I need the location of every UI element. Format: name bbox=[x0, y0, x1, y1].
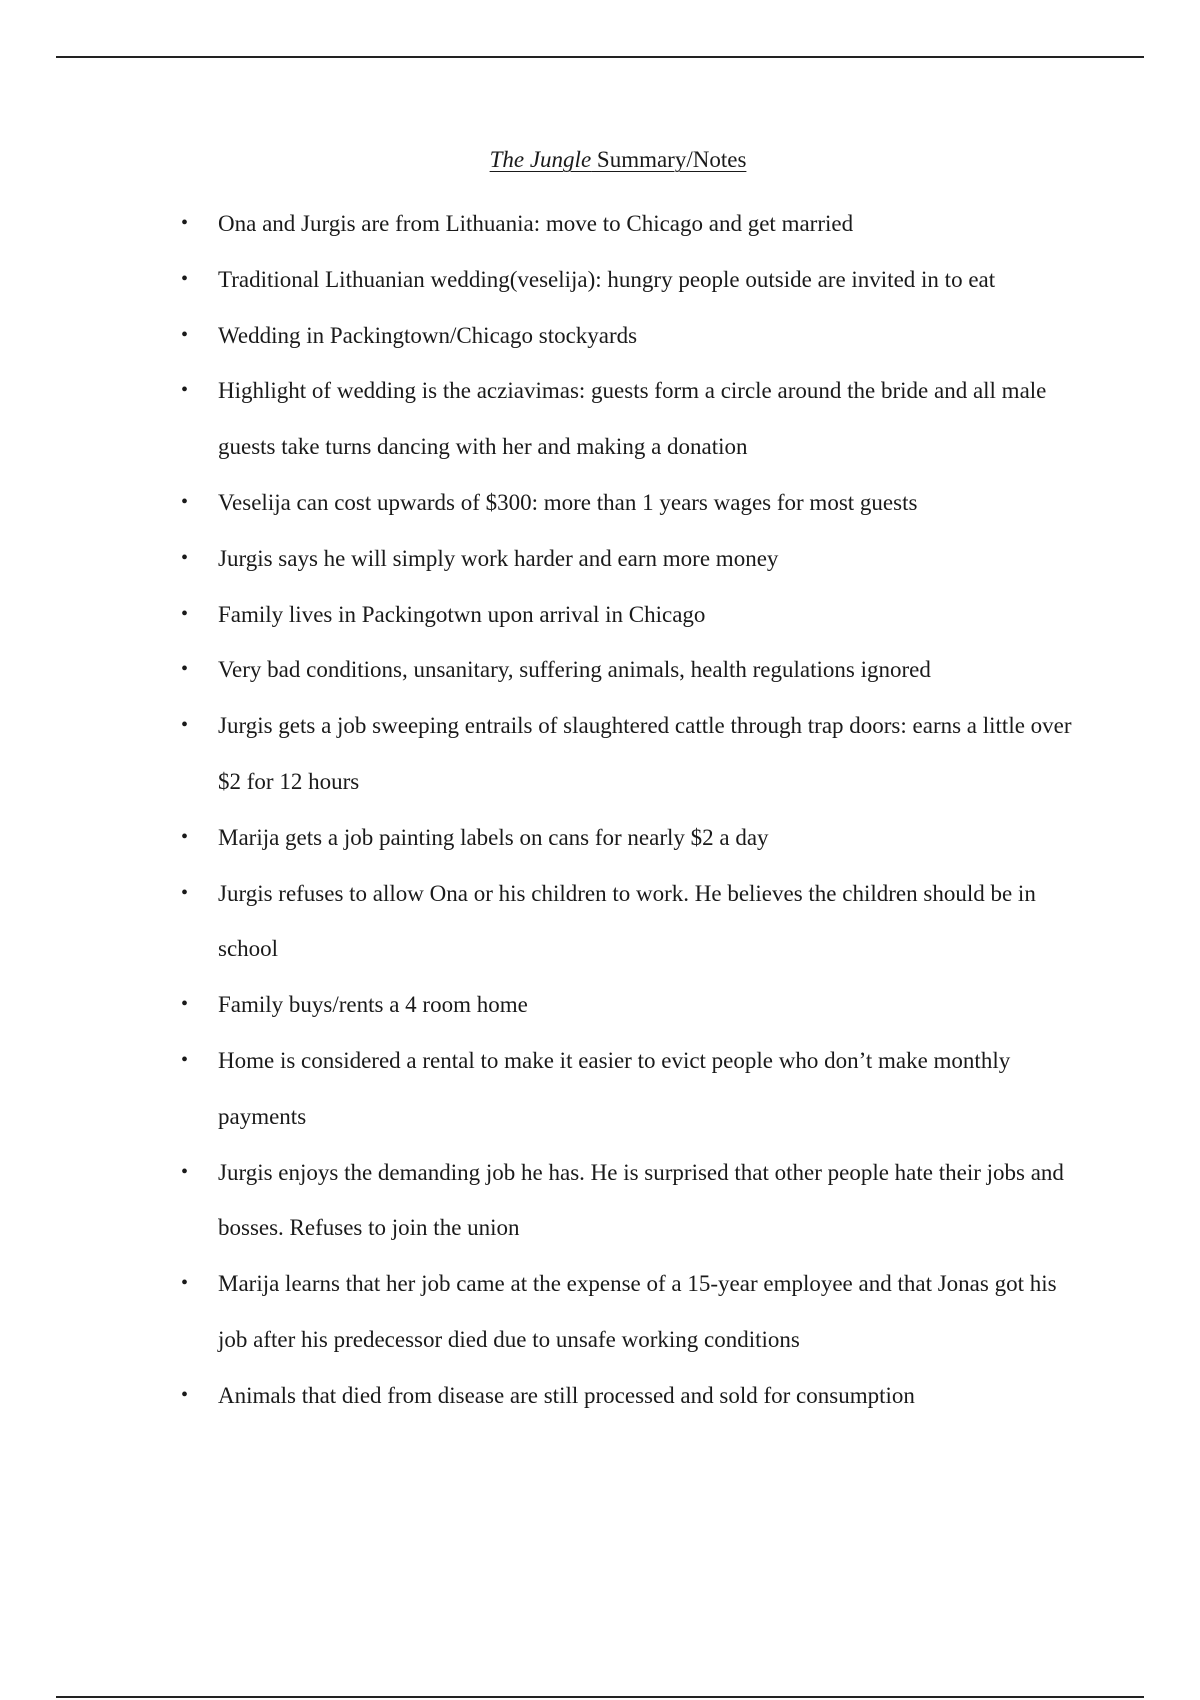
bullet-icon: • bbox=[181, 546, 189, 569]
bullet-icon: • bbox=[181, 714, 189, 737]
note-text: Highlight of wedding is the acziavimas: guests form a circle around the bride and all male guests take turns dancing with her and making a donation bbox=[218, 378, 1047, 460]
note-text: Family lives in Packingotwn upon arrival in Chicago bbox=[218, 601, 706, 627]
bottom-rule bbox=[56, 1696, 1144, 1698]
note-item bbox=[0, 363, 1200, 475]
note-item bbox=[0, 531, 1200, 587]
note-item bbox=[0, 196, 1200, 252]
note-text: Marija learns that her job came at the expense of a 15-year employee and that Jonas got his job after his predecessor died due to unsafe working conditions bbox=[218, 1271, 1057, 1352]
bullet-icon: • bbox=[181, 1383, 189, 1406]
bullet-icon: • bbox=[181, 1048, 189, 1071]
bullet-icon: • bbox=[181, 825, 189, 848]
note-text: Ona and Jurgis are from Lithuania: move to Chicago and get married bbox=[218, 211, 854, 236]
bullet-icon: • bbox=[181, 490, 189, 513]
bullet-icon: • bbox=[181, 267, 189, 290]
notes-list bbox=[0, 196, 1200, 1424]
note-text: Very bad conditions, unsanitary, suffering animals, health regulations ignored bbox=[218, 657, 931, 683]
note-text: Veselija can cost upwards of $300: more than 1 years wages for most guests bbox=[218, 489, 918, 515]
note-text: Family buys/rents a 4 room home bbox=[218, 992, 528, 1018]
note-item bbox=[0, 977, 1200, 1033]
bullet-icon: • bbox=[181, 993, 189, 1016]
bullet-icon: • bbox=[181, 658, 189, 681]
note-item bbox=[0, 1033, 1200, 1145]
note-text: Animals that died from disease are still processed and sold for consumption bbox=[218, 1382, 915, 1408]
title-suffix: Summary/Notes bbox=[591, 147, 747, 172]
note-item bbox=[0, 698, 1200, 810]
note-text: Traditional Lithuanian wedding(veselija): hungry people outside are invited in to eat bbox=[218, 266, 996, 292]
note-item bbox=[0, 1368, 1200, 1424]
note-item bbox=[0, 308, 1200, 364]
note-text: Home is considered a rental to make it easier to evict people who don’t make monthly payments bbox=[218, 1047, 1011, 1129]
note-item bbox=[0, 1145, 1200, 1257]
note-item bbox=[0, 810, 1200, 866]
bullet-icon: • bbox=[181, 323, 189, 346]
title-book-name: The Jungle bbox=[489, 147, 592, 172]
note-text: Wedding in Packingtown/Chicago stockyards bbox=[218, 322, 638, 348]
note-text: Jurgis says he will simply work harder and earn more money bbox=[218, 545, 779, 571]
bullet-icon: • bbox=[181, 602, 189, 625]
top-rule bbox=[56, 56, 1144, 58]
bullet-icon: • bbox=[181, 1160, 189, 1183]
bullet-icon: • bbox=[181, 1272, 189, 1295]
note-text: Jurgis refuses to allow Ona or his children to work. He believes the children should be in school bbox=[218, 880, 1036, 962]
note-item bbox=[0, 866, 1200, 978]
note-item bbox=[0, 475, 1200, 531]
note-text: Jurgis gets a job sweeping entrails of slaughtered cattle through trap doors: earns a little over $2 for 12 hours bbox=[218, 713, 1072, 794]
bullet-icon: • bbox=[181, 379, 189, 402]
note-item bbox=[0, 252, 1200, 308]
note-item bbox=[0, 1256, 1200, 1368]
note-item bbox=[0, 642, 1200, 698]
note-text: Jurgis enjoys the demanding job he has. He is surprised that other people hate their jobs and bosses. Refuses to join the union bbox=[218, 1159, 1064, 1241]
page-title bbox=[0, 142, 1200, 178]
bullet-icon: • bbox=[181, 881, 189, 904]
note-text: Marija gets a job painting labels on cans for nearly $2 a day bbox=[218, 824, 769, 850]
bullet-icon: • bbox=[181, 212, 189, 234]
note-item bbox=[0, 587, 1200, 643]
